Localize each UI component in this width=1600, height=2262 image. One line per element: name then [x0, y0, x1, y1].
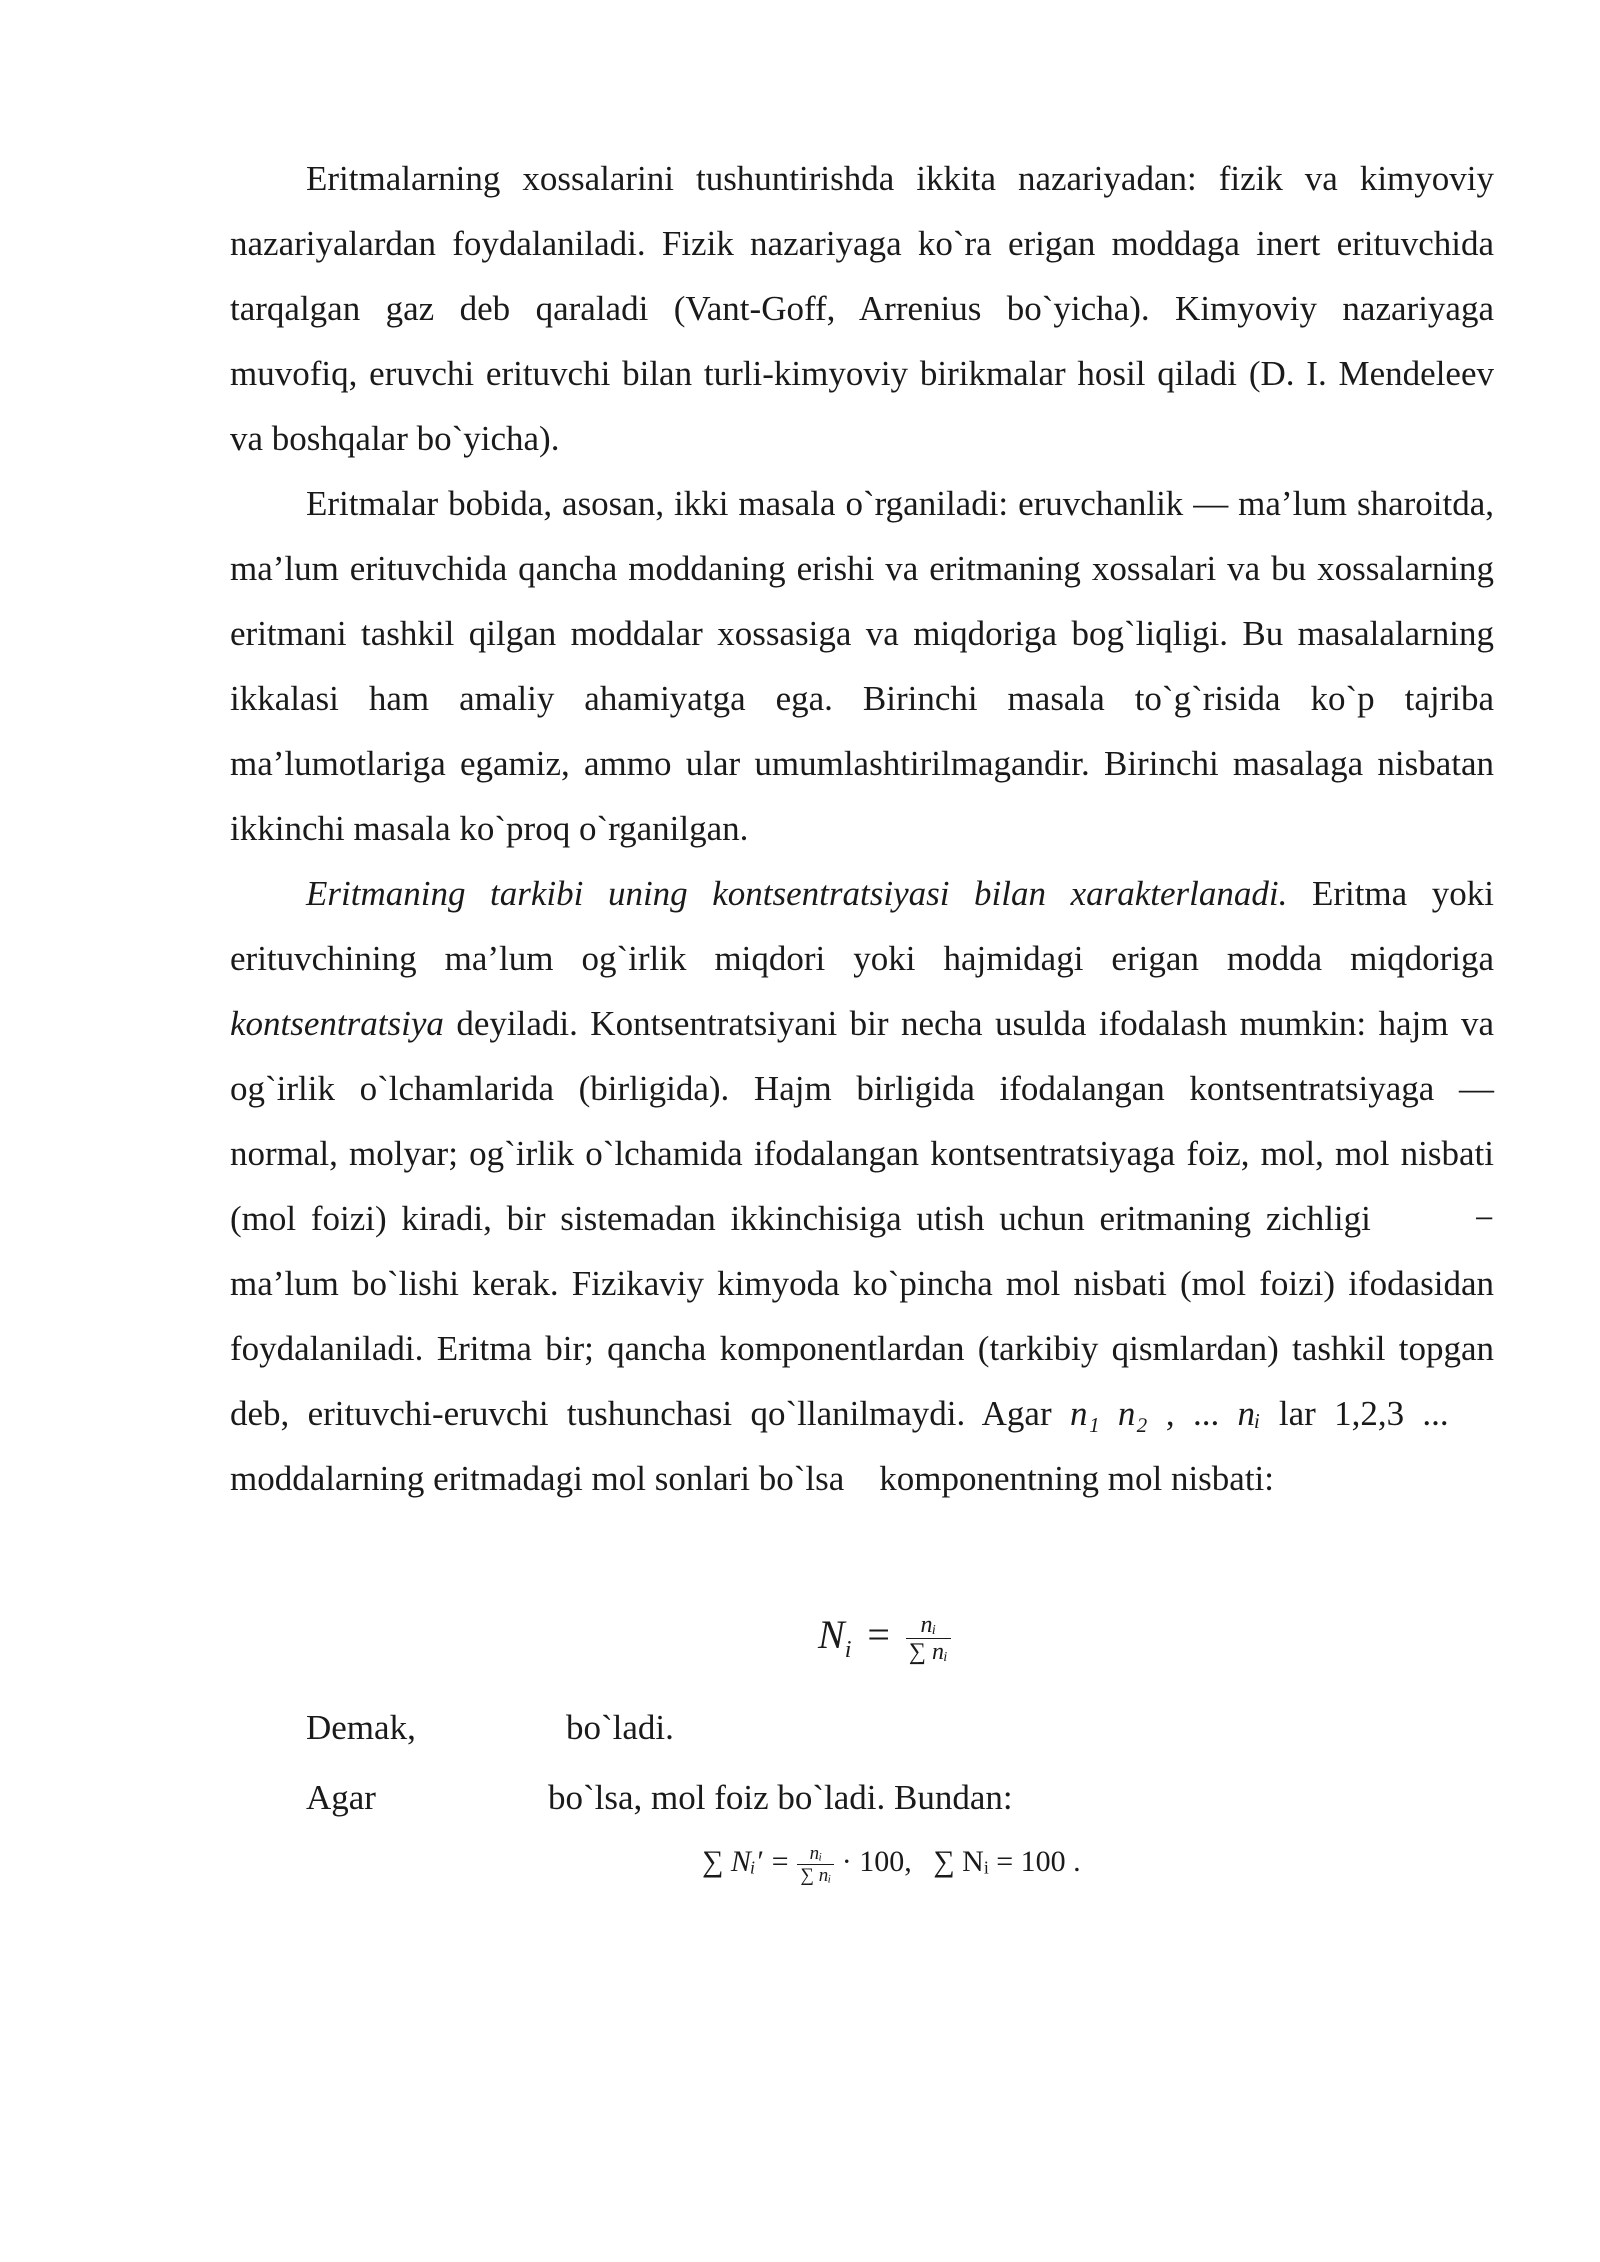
fraction2-numerator: nᵢ — [797, 1843, 834, 1865]
formula2-rhs: · 100, — [841, 1845, 912, 1878]
paragraph-theories: Eritmalarning xossalarini tushuntirishda ikkita nazariyadan: fizik va kimyoviy nazariyalardan foydalaniladi. Fizik nazariyaga ko`ra erigan moddaga inert erituvchida tarqalgan gaz deb qaraladi (Vant-Goff, Arrenius bo`yicha). Kimyoviy nazariyaga muvofiq, eruvchi erituvchi bilan turli-kimyoviy birikmalar hosil qiladi (D. I. Mendeleev va boshqalar bo`yicha). — [230, 159, 1494, 458]
text-segment: , ... — [1147, 1394, 1238, 1433]
text-segment: deyiladi. Kontsentratsiyani bir necha usulda ifodalash mumkin: hajm va og`irlik o`lchamlarida (birligida). Hajm birligida ifodalangan kontsentratsiyaga — normal, molyar; og`irlik o`lchamida ifodalangan kontsentratsiyaga foiz, mol, mol nisbati (mol foizi) kiradi, bir sistemadan ikkinchisiga utish uchun eritmaning zichligi − ma’lum bo`lishi kerak. Fizikaviy kimyoda ko`pincha mol nisbati (mol foizi) ifodasidan foydalaniladi. Eritma bir; qancha komponentlardan (tarkibiy qismlardan) tashkil topgan deb, erituvchi-eruvchi tushunchasi qo`llanilmaydi. Agar — [230, 1004, 1494, 1433]
text-segment: Eritma yoki erituvchining ma’lum og`irlik miqdori yoki hajmidagi erigan modda miqdoriga — [230, 874, 1494, 978]
paragraph-concentration — [230, 861, 1494, 1511]
agar-text: bo`lsa, mol foiz bo`ladi. Bundan: — [548, 1778, 1013, 1817]
variable-ni: nᵢ — [1237, 1394, 1261, 1433]
demak-text: bo`ladi. — [566, 1708, 674, 1747]
fraction-numerator: nᵢ — [906, 1612, 951, 1639]
italic-term: kontsentratsiya — [230, 1004, 444, 1043]
body-text — [230, 146, 1494, 1511]
formula-mole-fraction — [818, 1612, 951, 1673]
text-segment: lar 1,2,3 ... moddalarning eritmadagi mol sonlari bo`lsa komponentning mol nisbati: — [230, 1394, 1495, 1498]
italic-definition: Eritmaning tarkibi uning kontsentratsiyasi bilan xarakterlanadi. — [306, 874, 1288, 913]
formula-mole-percent — [702, 1842, 1081, 1886]
formula2-sum: ∑ Nᵢ = 100 . — [933, 1845, 1081, 1878]
formula2-fraction — [797, 1843, 834, 1886]
agar-label: Agar — [306, 1778, 376, 1817]
demak-label: Demak, — [306, 1708, 416, 1747]
variable-n1-n2: n₁ n₂ — [1069, 1394, 1148, 1433]
formula-lhs-sub: i — [844, 1637, 852, 1663]
formula-equals: = — [867, 1612, 890, 1657]
formula2-lhs: ∑ Nᵢ′ = — [702, 1845, 790, 1878]
formula-fraction — [906, 1612, 951, 1665]
formula-lhs: N — [818, 1612, 845, 1657]
fraction-denominator: ∑ nᵢ — [908, 1639, 948, 1666]
fraction2-denominator: ∑ nᵢ — [800, 1864, 832, 1886]
paragraph-problems: Eritmalar bobida, asosan, ikki masala o`rganiladi: eruvchanlik — ma’lum sharoitda, ma’lum erituvchida qancha moddaning erishi va eritmaning xossalari va bu xossalarning eritmani tashkil qilgan moddalar xossasiga va miqdoriga bog`liqligi. Bu masalalarning ikkalasi ham amaliy ahamiyatga ega. Birinchi masala to`g`risida ko`p tajriba ma’lumotlariga egamiz, ammo ular umumlashtirilmagandir. Birinchi masalaga nisbatan ikkinchi masala ko`proq o`rganilgan. — [230, 484, 1494, 848]
